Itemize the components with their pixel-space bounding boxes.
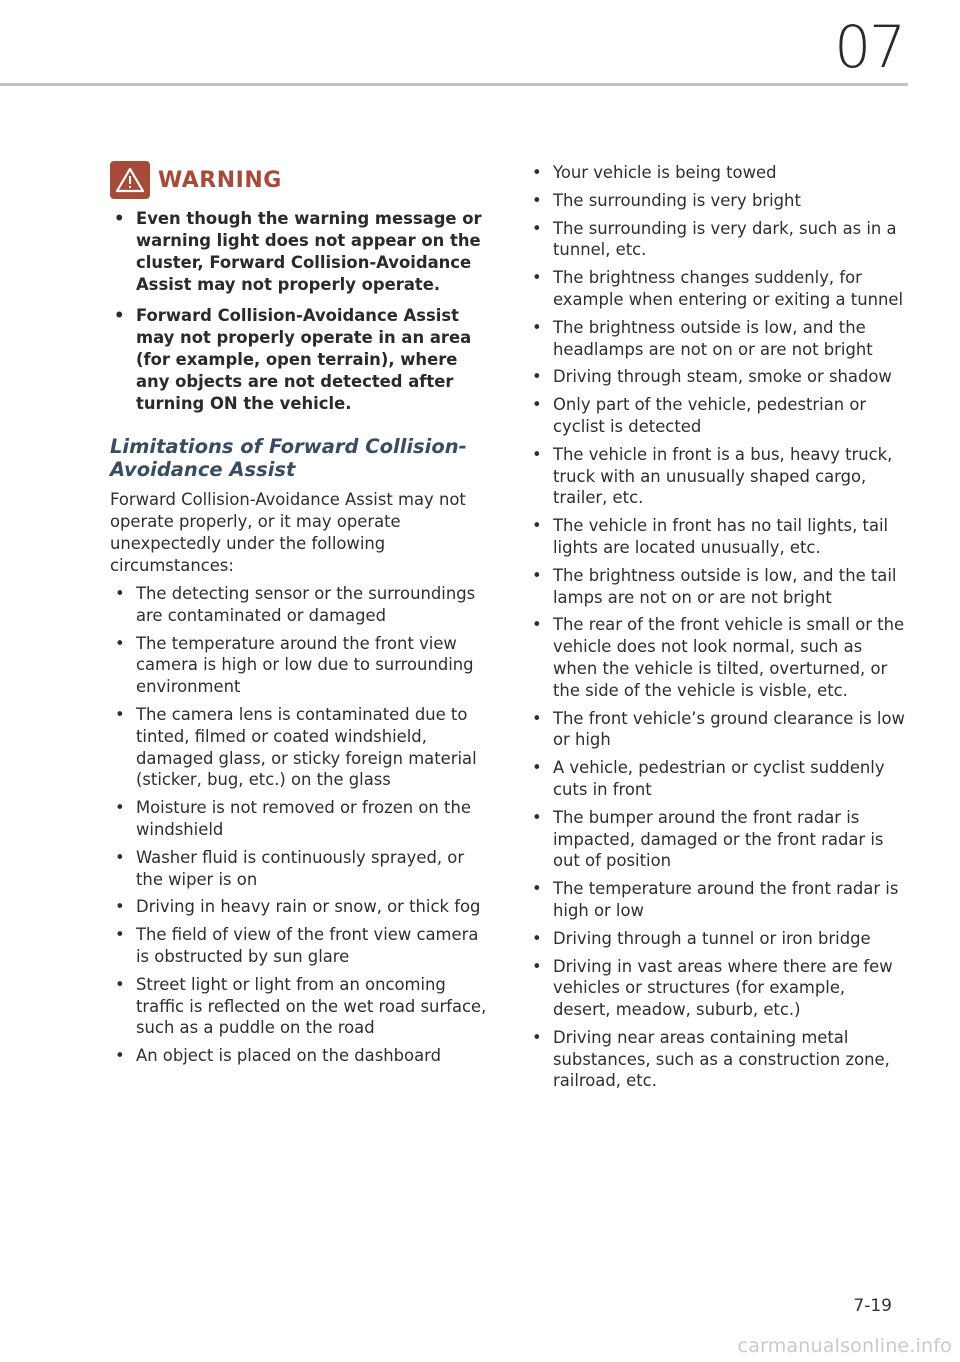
list-item: • The bumper around the front radar is impacted, damaged or the front radar is out of position: [527, 807, 907, 872]
list-item: • Moisture is not removed or frozen on the windshield: [110, 797, 492, 841]
list-item: • Driving through steam, smoke or shadow: [527, 366, 907, 388]
list-item: • The front vehicle’s ground clearance is low or high: [527, 708, 907, 752]
list-item: • Washer fluid is continuously sprayed, or the wiper is on: [110, 847, 492, 891]
list-item: • The surrounding is very bright: [527, 190, 907, 212]
right-bullet-list: [527, 162, 907, 1092]
list-item: • The surrounding is very dark, such as in a tunnel, etc.: [527, 218, 907, 262]
list-item: • The field of view of the front view camera is obstructed by sun glare: [110, 924, 492, 968]
page-number: 7-19: [853, 1296, 892, 1316]
list-item: • The brightness outside is low, and the headlamps are not on or are not bright: [527, 317, 907, 361]
list-item: • The temperature around the front radar is high or low: [527, 878, 907, 922]
list-item: • The camera lens is contaminated due to tinted, filmed or coated windshield, damaged glass, or sticky foreign material (sticker, bug, etc.) on the glass: [110, 704, 492, 791]
list-item: • Driving through a tunnel or iron bridge: [527, 928, 907, 950]
list-item: • Your vehicle is being towed: [527, 162, 907, 184]
warning-header: [110, 158, 492, 202]
warning-item: • Even though the warning message or warning light does not appear on the cluster, Forward Collision-Avoidance Assist may not properly operate.: [110, 208, 492, 296]
watermark: carmanualsonline.info: [737, 1335, 952, 1357]
list-item: • The brightness changes suddenly, for example when entering or exiting a tunnel: [527, 267, 907, 311]
section-heading: Limitations of Forward Collision-Avoidance Assist: [110, 435, 467, 481]
list-item: • Only part of the vehicle, pedestrian or cyclist is detected: [527, 394, 907, 438]
list-item: • The vehicle in front has no tail lights, tail lights are located unusually, etc.: [527, 515, 907, 559]
chapter-number: 07: [834, 13, 904, 81]
warning-box: [110, 158, 492, 415]
right-column: [527, 162, 907, 1098]
list-item: • Driving in vast areas where there are few vehicles or structures (for example, desert, meadow, suburb, etc.): [527, 956, 907, 1021]
list-item: • An object is placed on the dashboard: [110, 1045, 492, 1067]
warning-title: WARNING: [158, 167, 282, 193]
list-item: • The rear of the front vehicle is small or the vehicle does not look normal, such as when the vehicle is tilted, overturned, or the side of the vehicle is visble, etc.: [527, 614, 907, 701]
list-item: • Driving in heavy rain or snow, or thick fog: [110, 896, 492, 918]
list-item: • Street light or light from an oncoming traffic is reflected on the wet road surface, such as a puddle on the road: [110, 974, 492, 1039]
list-item: • The brightness outside is low, and the tail lamps are not on or are not bright: [527, 565, 907, 609]
list-item: • The detecting sensor or the surroundings are contaminated or damaged: [110, 583, 492, 627]
left-bullet-list: [110, 583, 492, 1067]
list-item: • The vehicle in front is a bus, heavy truck, truck with an unusually shaped cargo, trailer, etc.: [527, 444, 907, 509]
list-item: • Driving near areas containing metal substances, such as a construction zone, railroad, etc.: [527, 1027, 907, 1092]
list-item: • A vehicle, pedestrian or cyclist suddenly cuts in front: [527, 757, 907, 801]
warning-triangle-icon: [110, 161, 150, 199]
header-divider: [0, 83, 908, 86]
intro-paragraph: Forward Collision-Avoidance Assist may not operate properly, or it may operate unexpectedly under the following circumstances:: [110, 490, 466, 575]
warning-list: [110, 208, 492, 415]
warning-item: • Forward Collision-Avoidance Assist may not properly operate in an area (for example, open terrain), where any objects are not detected after turning ON the vehicle.: [110, 305, 492, 415]
list-item: • The temperature around the front view camera is high or low due to surrounding environment: [110, 633, 492, 698]
left-column: [110, 158, 492, 1073]
